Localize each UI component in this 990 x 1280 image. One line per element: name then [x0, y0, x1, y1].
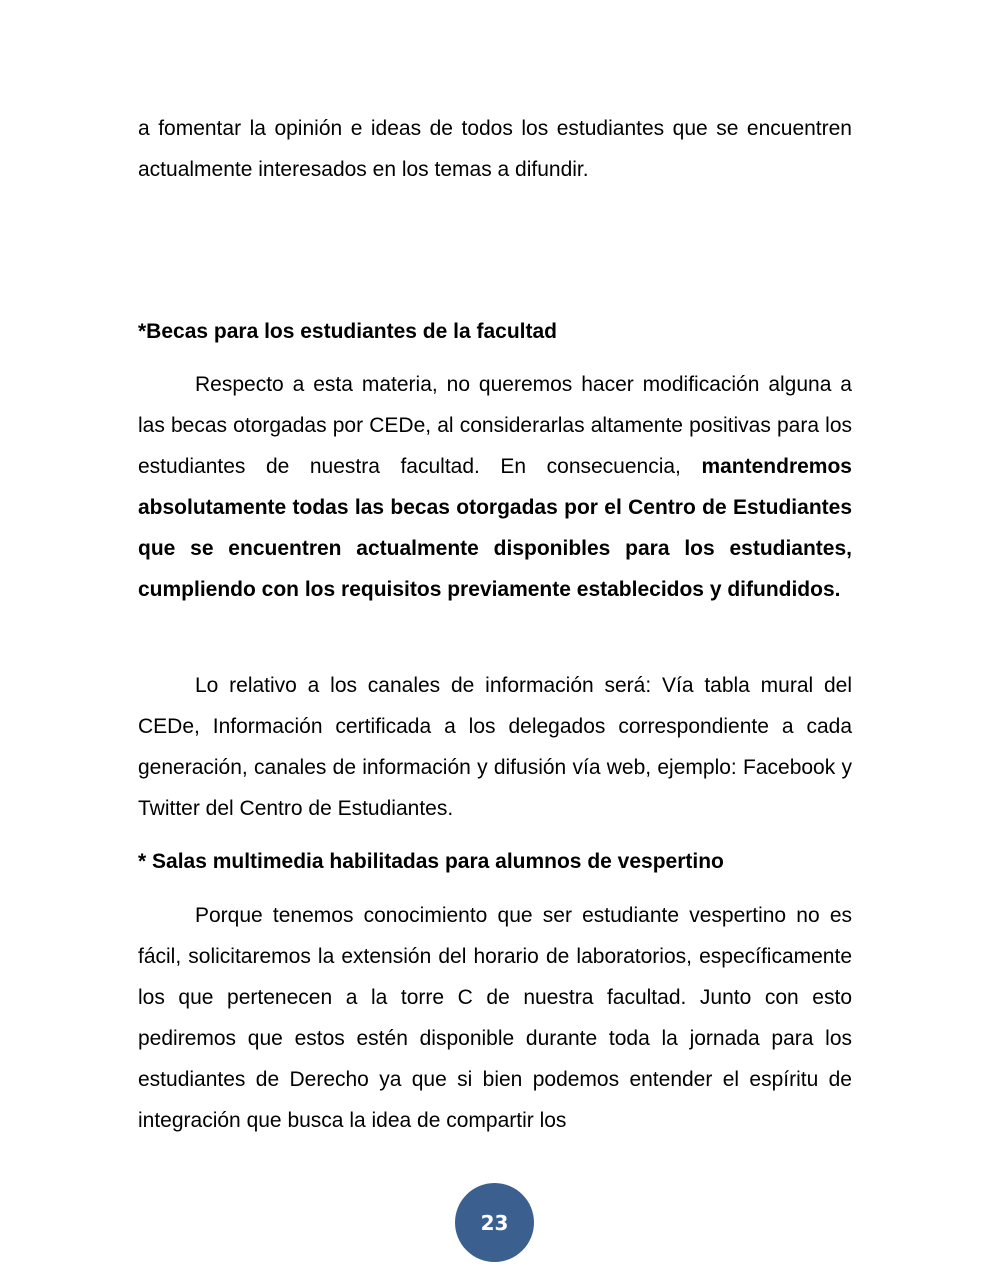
page-number-badge	[455, 1183, 534, 1262]
becas-section-heading: *Becas para los estudiantes de la facultad	[138, 320, 557, 343]
salas-paragraph-1: Porque tenemos conocimiento que ser estudiante vespertino no es fácil, solicitaremos la extensión del horario de laboratorios, específicamente los que pertenecen a la torre C de nuestra facultad. Junto con esto pediremos que estos estén disponible durante toda la jornada para los estudiantes de Derecho ya que si bien podemos entender el espíritu de integración que busca la idea de compartir los	[138, 904, 852, 1132]
intro-continuation-paragraph: a fomentar la opinión e ideas de todos los estudiantes que se encuentren actualmente interesados en los temas a difundir.	[138, 117, 852, 181]
page-number: 23	[480, 1210, 509, 1235]
becas-paragraph-1	[138, 364, 852, 610]
becas-paragraph-2: Lo relativo a los canales de información será: Vía tabla mural del CEDe, Información certificada a los delegados correspondiente a cada generación, canales de información y difusión vía web, ejemplo: Facebook y Twitter del Centro de Estudiantes.	[138, 674, 852, 820]
becas-paragraph-1-text: Respecto a esta materia, no queremos hacer modificación alguna a las becas otorgadas por CEDe, al considerarlas altamente positivas para los estudiantes de nuestra facultad. En consecuencia,	[138, 373, 852, 478]
salas-section-heading: * Salas multimedia habilitadas para alumnos de vespertino	[138, 850, 724, 873]
becas-paragraph-1-bold-text: mantendremos absolutamente todas las becas otorgadas por el Centro de Estudiantes que se encuentren actualmente disponibles para los estudiantes, cumpliendo con los requisitos previamente establecidos y difundidos.	[138, 455, 852, 601]
